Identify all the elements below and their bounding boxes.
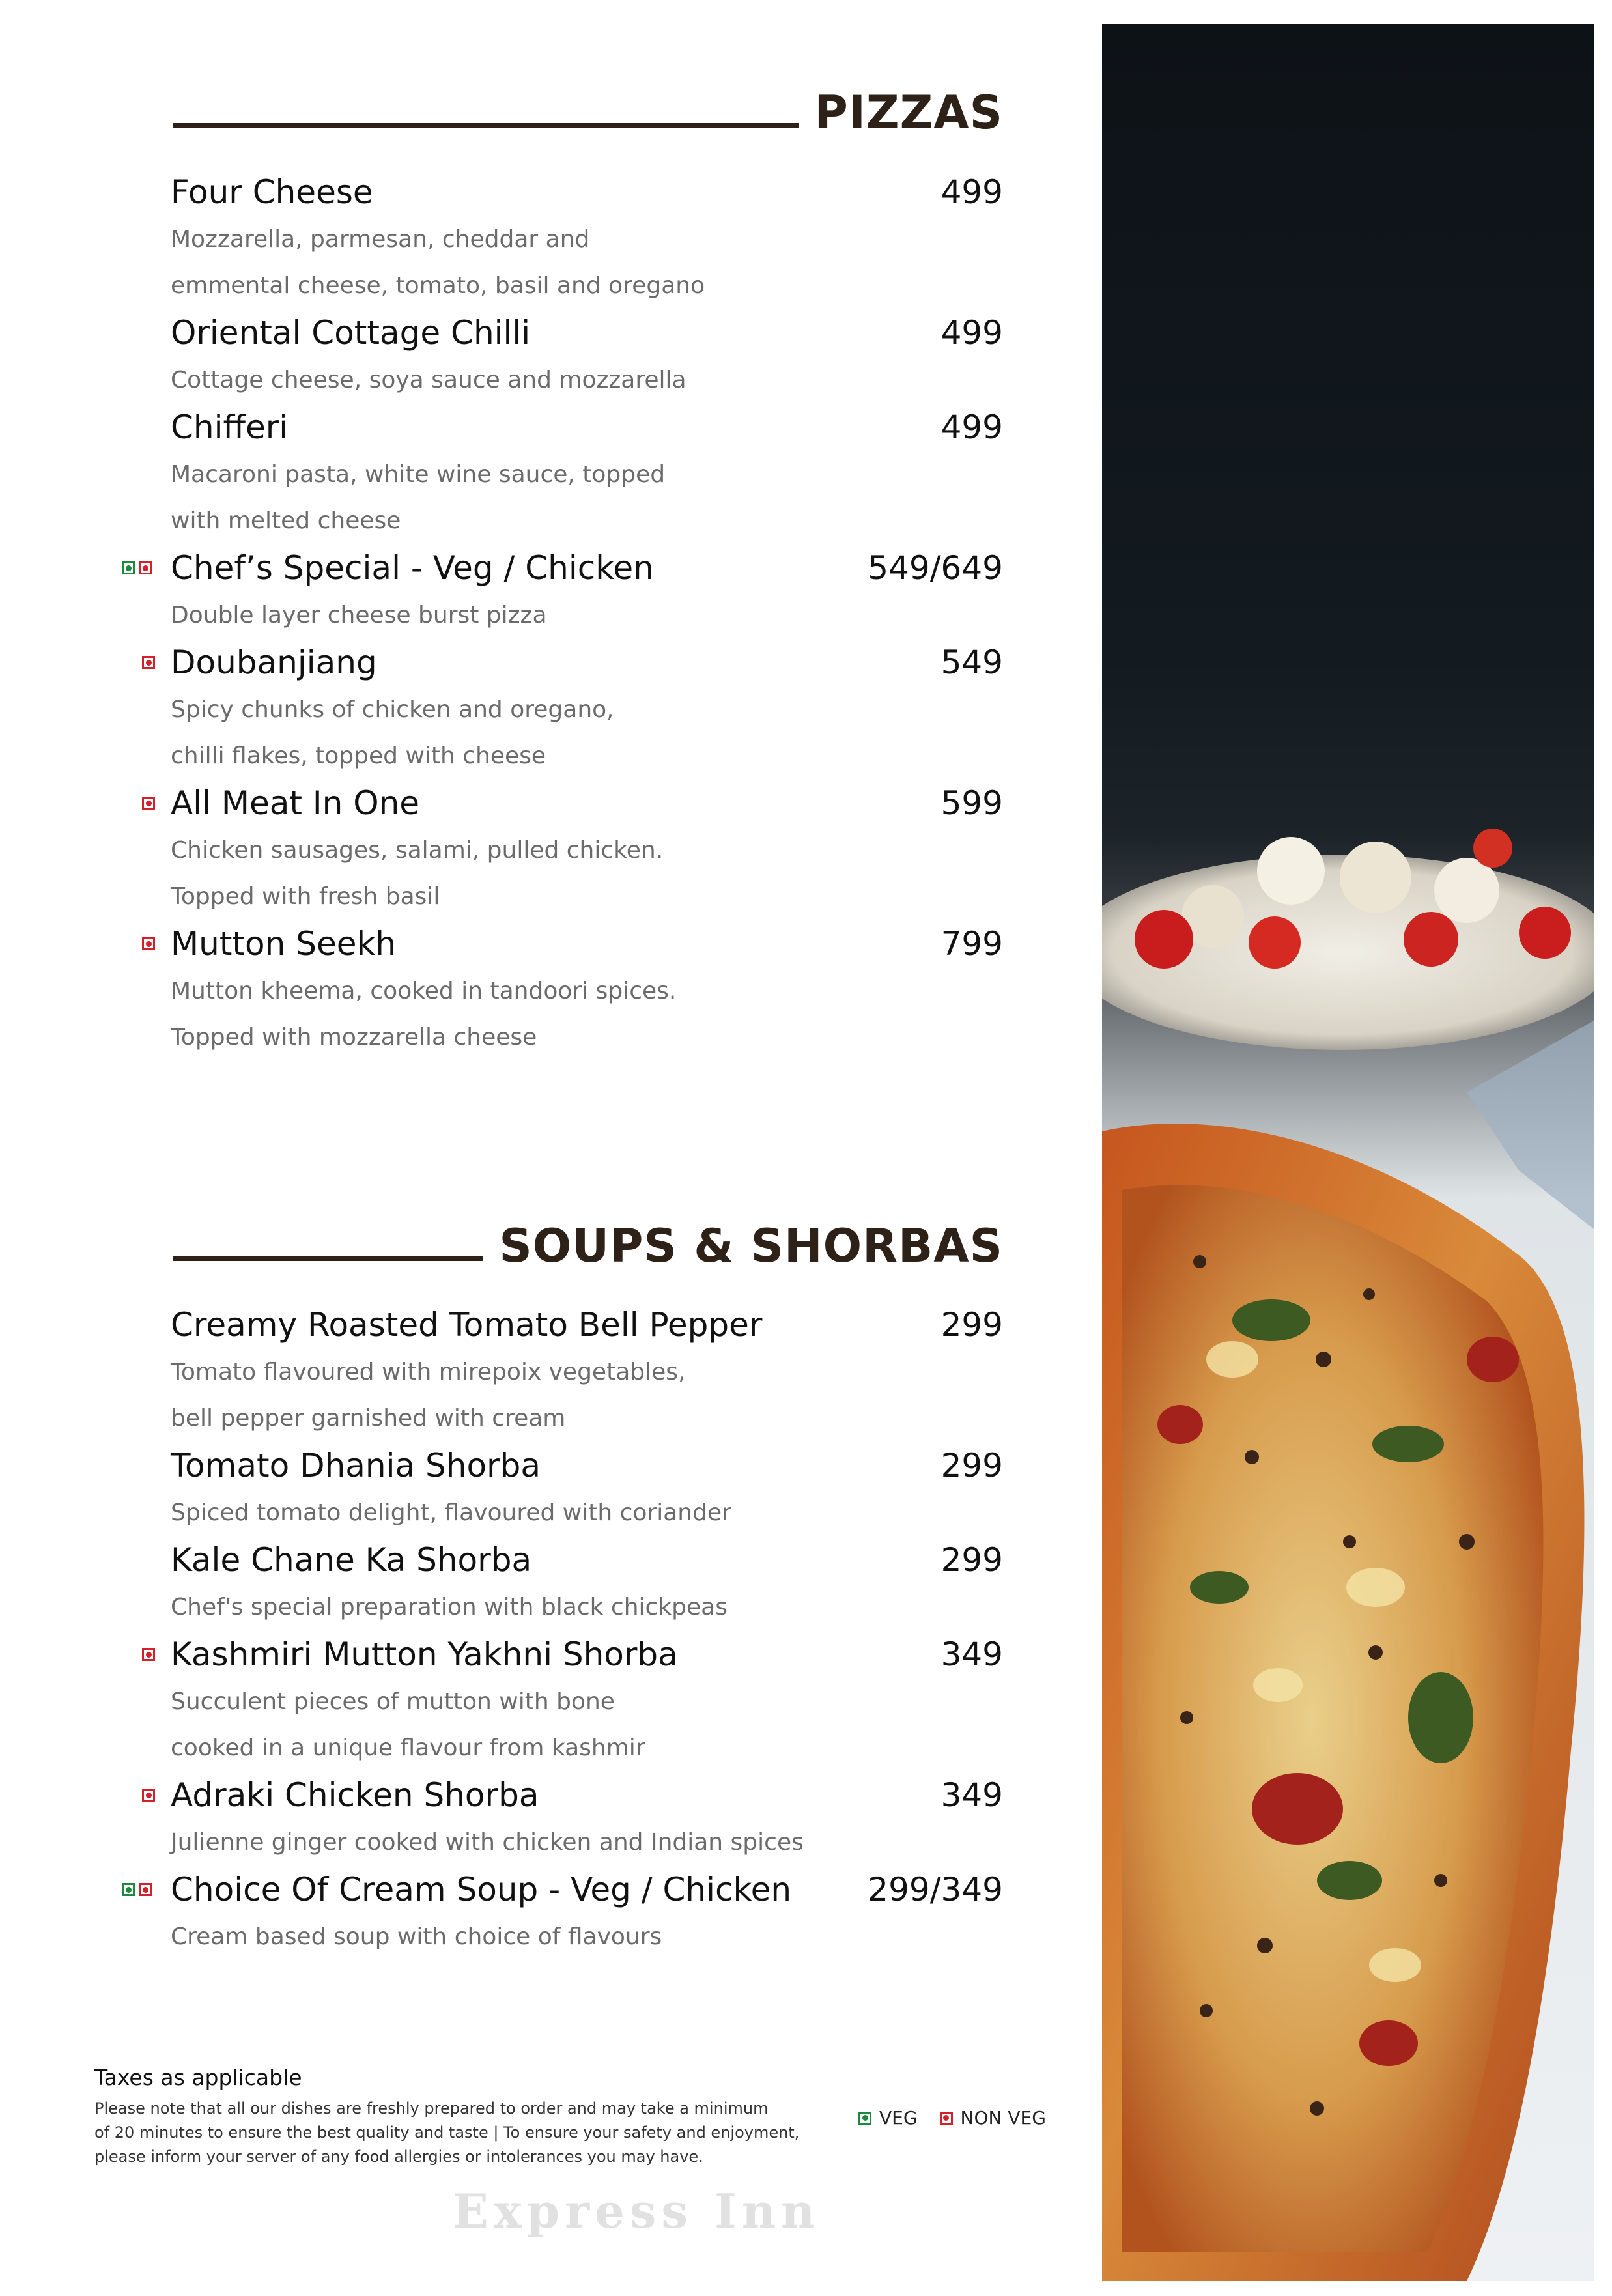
soups-heading <box>173 1217 1003 1275</box>
diet-marks <box>142 937 155 950</box>
menu-item-row <box>0 638 1016 687</box>
description-line: bell pepper garnished with cream <box>171 1405 566 1432</box>
item-price: 299 <box>940 1541 1003 1579</box>
menu-item <box>0 168 1016 309</box>
item-name: Oriental Cottage Chilli <box>171 314 531 352</box>
item-description <box>171 216 887 309</box>
diet-marks <box>142 1648 155 1661</box>
pizzas-title: PIZZAS <box>814 86 1003 139</box>
express-inn-logo: Express Inn <box>453 2183 821 2239</box>
item-price: 499 <box>940 408 1003 446</box>
item-name: All Meat In One <box>171 784 420 822</box>
item-name: Four Cheese <box>171 173 373 211</box>
item-description <box>171 1584 887 1630</box>
nonveg-icon <box>940 2112 953 2125</box>
footer <box>94 2065 843 2169</box>
item-description <box>171 1679 887 1771</box>
item-name: Adraki Chicken Shorba <box>171 1776 539 1814</box>
item-price: 799 <box>940 925 1003 963</box>
heading-rule <box>173 123 799 128</box>
nonveg-icon <box>142 1789 155 1802</box>
veg-icon <box>122 561 135 574</box>
description-line: emmental cheese, tomato, basil and oregano <box>171 272 705 299</box>
note-line: of 20 minutes to ensure the best quality and taste | To ensure your safety and enjoyment, <box>94 2123 800 2142</box>
pizza-photo <box>1102 24 1594 2281</box>
menu-item <box>0 1441 1016 1536</box>
menu-item-row <box>0 309 1016 357</box>
description-line: Macaroni pasta, white wine sauce, topped <box>171 461 666 488</box>
description-line: Mozzarella, parmesan, cheddar and <box>171 226 590 253</box>
legend-nonveg <box>940 2107 1046 2129</box>
soups-list <box>0 1301 1016 1960</box>
description-line: Julienne ginger cooked with chicken and Indian spices <box>171 1829 804 1856</box>
heading-rule <box>173 1256 483 1261</box>
item-name: Mutton Seekh <box>171 925 397 963</box>
item-name: Creamy Roasted Tomato Bell Pepper <box>171 1306 763 1344</box>
nonveg-icon <box>142 656 155 669</box>
diet-marks <box>142 797 155 810</box>
item-name: Choice Of Cream Soup - Veg / Chicken <box>171 1871 792 1908</box>
menu-item-row <box>0 544 1016 592</box>
description-line: Spiced tomato delight, flavoured with coriander <box>171 1499 731 1526</box>
menu-item-row <box>0 1441 1016 1490</box>
pizzas-list <box>0 168 1016 1060</box>
pizzas-heading <box>173 83 1003 142</box>
item-description <box>171 1349 887 1441</box>
nonveg-icon <box>139 1883 152 1896</box>
menu-item-row <box>0 403 1016 451</box>
description-line: Spicy chunks of chicken and oregano, <box>171 696 614 723</box>
description-line: cooked in a unique flavour from kashmir <box>171 1735 645 1761</box>
item-price: 499 <box>940 173 1003 211</box>
menu-item <box>0 1771 1016 1865</box>
menu-item-row <box>0 1536 1016 1584</box>
description-line: Cottage cheese, soya sauce and mozzarella <box>171 367 686 393</box>
item-name: Kale Chane Ka Shorba <box>171 1541 532 1579</box>
item-price: 549/649 <box>868 549 1003 587</box>
menu-item-row <box>0 1865 1016 1914</box>
description-line: Topped with mozzarella cheese <box>171 1024 537 1051</box>
item-description <box>171 357 887 403</box>
nonveg-icon <box>142 1648 155 1661</box>
item-price: 549 <box>940 644 1003 681</box>
item-name: Chef’s Special - Veg / Chicken <box>171 549 654 587</box>
nonveg-icon <box>139 561 152 574</box>
nonveg-icon <box>142 937 155 950</box>
soups-title: SOUPS & SHORBAS <box>499 1219 1003 1273</box>
veg-icon <box>858 2112 871 2125</box>
legend-nonveg-label: NON VEG <box>960 2107 1046 2129</box>
diet-marks <box>142 1789 155 1802</box>
diet-marks <box>122 1883 152 1896</box>
item-description <box>171 687 887 779</box>
item-description <box>171 968 887 1060</box>
item-price: 499 <box>940 314 1003 352</box>
item-price: 299 <box>940 1306 1003 1344</box>
item-price: 349 <box>940 1636 1003 1673</box>
menu-item <box>0 1865 1016 1960</box>
item-price: 349 <box>940 1776 1003 1814</box>
nonveg-icon <box>142 797 155 810</box>
menu-item-row <box>0 779 1016 827</box>
note-line: Please note that all our dishes are freshly prepared to order and may take a minimum <box>94 2099 769 2118</box>
description-line: Cream based soup with choice of flavours <box>171 1923 662 1950</box>
item-name: Kashmiri Mutton Yakhni Shorba <box>171 1636 678 1673</box>
description-line: Double layer cheese burst pizza <box>171 602 547 629</box>
description-line: Topped with fresh basil <box>171 883 440 910</box>
item-description <box>171 1490 887 1536</box>
item-name: Doubanjiang <box>171 644 377 681</box>
item-description <box>171 451 887 544</box>
item-price: 299/349 <box>868 1871 1003 1908</box>
menu-item <box>0 544 1016 638</box>
menu-item-row <box>0 1771 1016 1819</box>
description-line: Chef's special preparation with black chickpeas <box>171 1594 728 1621</box>
menu-item-row <box>0 920 1016 968</box>
item-description <box>171 1914 887 1960</box>
menu-item <box>0 403 1016 544</box>
diet-legend <box>858 2107 1046 2129</box>
menu-item <box>0 638 1016 779</box>
description-line: Chicken sausages, salami, pulled chicken. <box>171 837 664 864</box>
description-line: Mutton kheema, cooked in tandoori spices. <box>171 978 677 1004</box>
description-line: Succulent pieces of mutton with bone <box>171 1688 615 1715</box>
item-price: 599 <box>940 784 1003 822</box>
menu-item <box>0 1536 1016 1630</box>
item-price: 299 <box>940 1447 1003 1484</box>
item-name: Tomato Dhania Shorba <box>171 1447 541 1484</box>
menu-item-row <box>0 168 1016 216</box>
item-description <box>171 1819 887 1865</box>
diet-marks <box>122 561 152 574</box>
diet-marks <box>142 656 155 669</box>
legend-veg-label: VEG <box>879 2107 918 2129</box>
item-description <box>171 592 887 638</box>
description-line: with melted cheese <box>171 507 401 534</box>
pizza-photo-icon <box>1102 24 1594 2281</box>
taxes-note: Taxes as applicable <box>94 2065 302 2090</box>
veg-icon <box>122 1883 135 1896</box>
description-line: Tomato flavoured with mirepoix vegetables, <box>171 1359 686 1385</box>
menu-item <box>0 920 1016 1060</box>
note-line: please inform your server of any food allergies or intolerances you may have. <box>94 2147 703 2166</box>
item-description <box>171 827 887 920</box>
menu-item-row <box>0 1630 1016 1679</box>
menu-item <box>0 309 1016 403</box>
description-line: chilli flakes, topped with cheese <box>171 743 546 769</box>
menu-item <box>0 779 1016 920</box>
menu-item <box>0 1630 1016 1771</box>
legend-veg <box>858 2107 918 2129</box>
menu-item <box>0 1301 1016 1441</box>
item-name: Chifferi <box>171 408 289 446</box>
menu-item-row <box>0 1301 1016 1349</box>
